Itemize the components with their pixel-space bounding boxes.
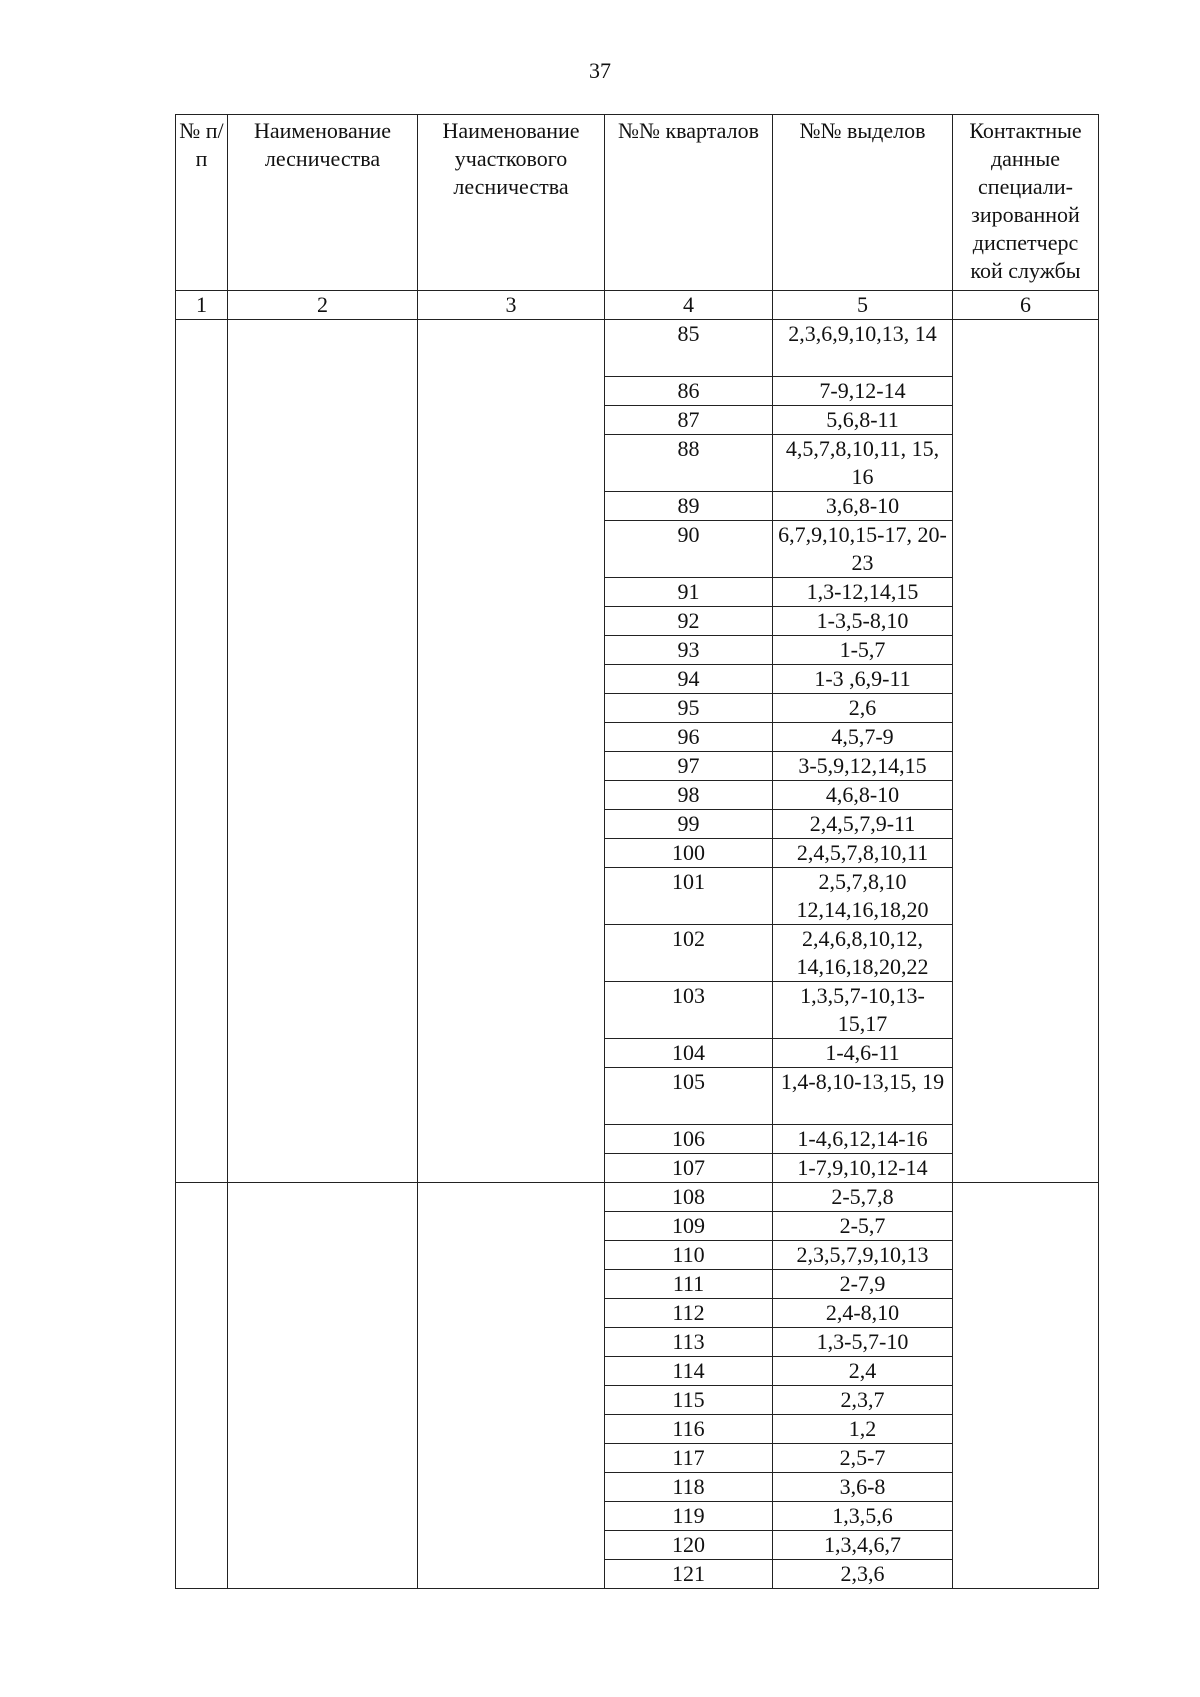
column-number: 1 <box>176 291 228 320</box>
column-numbers-row <box>176 291 1099 320</box>
cell-quarter: 102 <box>605 925 773 982</box>
cell-allotments: 1,4-8,10-13,15, 19 <box>773 1068 953 1125</box>
cell-quarter: 93 <box>605 636 773 665</box>
cell-forestry-name <box>228 320 418 1183</box>
cell-allotments: 1-4,6,12,14-16 <box>773 1125 953 1154</box>
header-contact-data: Контактные данные специали-зированной диспетчерс кой службы <box>953 115 1099 291</box>
header-allotments: №№ выделов <box>773 115 953 291</box>
cell-allotments: 1,3-12,14,15 <box>773 578 953 607</box>
cell-quarter: 95 <box>605 694 773 723</box>
cell-quarter: 96 <box>605 723 773 752</box>
cell-allotments: 2,4 <box>773 1357 953 1386</box>
cell-allotments: 1,3-5,7-10 <box>773 1328 953 1357</box>
cell-number <box>176 1183 228 1589</box>
cell-quarter: 120 <box>605 1531 773 1560</box>
column-number: 2 <box>228 291 418 320</box>
cell-allotments: 1,3,5,6 <box>773 1502 953 1531</box>
cell-quarter: 100 <box>605 839 773 868</box>
header-district-forestry-name: Наименование участкового лесничества <box>418 115 605 291</box>
column-number: 4 <box>605 291 773 320</box>
cell-quarter: 121 <box>605 1560 773 1589</box>
cell-allotments: 1-3 ,6,9-11 <box>773 665 953 694</box>
cell-quarter: 85 <box>605 320 773 377</box>
table-header-row <box>176 115 1099 291</box>
column-number: 6 <box>953 291 1099 320</box>
cell-quarter: 90 <box>605 521 773 578</box>
cell-contact-data <box>953 1183 1099 1589</box>
table-row <box>176 1183 1099 1212</box>
table-row <box>176 320 1099 377</box>
cell-allotments: 2,4,5,7,8,10,11 <box>773 839 953 868</box>
header-forestry-name: Наименование лесничества <box>228 115 418 291</box>
cell-allotments: 2,3,6 <box>773 1560 953 1589</box>
cell-allotments: 1-3,5-8,10 <box>773 607 953 636</box>
cell-quarter: 89 <box>605 492 773 521</box>
cell-allotments: 2,4,6,8,10,12, 14,16,18,20,22 <box>773 925 953 982</box>
cell-quarter: 114 <box>605 1357 773 1386</box>
cell-quarter: 99 <box>605 810 773 839</box>
cell-quarter: 101 <box>605 868 773 925</box>
header-number: № п/п <box>176 115 228 291</box>
cell-quarter: 92 <box>605 607 773 636</box>
header-quarters: №№ кварталов <box>605 115 773 291</box>
cell-quarter: 108 <box>605 1183 773 1212</box>
cell-number <box>176 320 228 1183</box>
cell-quarter: 112 <box>605 1299 773 1328</box>
forest-quarters-table <box>175 114 1099 1589</box>
cell-quarter: 86 <box>605 377 773 406</box>
cell-allotments: 4,5,7-9 <box>773 723 953 752</box>
cell-allotments: 7-9,12-14 <box>773 377 953 406</box>
cell-allotments: 1,3,4,6,7 <box>773 1531 953 1560</box>
cell-allotments: 2,3,5,7,9,10,13 <box>773 1241 953 1270</box>
cell-quarter: 105 <box>605 1068 773 1125</box>
cell-quarter: 87 <box>605 406 773 435</box>
cell-quarter: 118 <box>605 1473 773 1502</box>
cell-allotments: 2,6 <box>773 694 953 723</box>
cell-allotments: 6,7,9,10,15-17, 20-23 <box>773 521 953 578</box>
cell-allotments: 1-5,7 <box>773 636 953 665</box>
cell-allotments: 3-5,9,12,14,15 <box>773 752 953 781</box>
column-number: 5 <box>773 291 953 320</box>
cell-quarter: 98 <box>605 781 773 810</box>
cell-quarter: 97 <box>605 752 773 781</box>
cell-allotments: 2-5,7,8 <box>773 1183 953 1212</box>
cell-quarter: 110 <box>605 1241 773 1270</box>
table-body <box>176 320 1099 1589</box>
cell-quarter: 104 <box>605 1039 773 1068</box>
cell-allotments: 1,3,5,7-10,13- 15,17 <box>773 982 953 1039</box>
column-number: 3 <box>418 291 605 320</box>
cell-quarter: 113 <box>605 1328 773 1357</box>
cell-quarter: 106 <box>605 1125 773 1154</box>
cell-district-forestry-name <box>418 1183 605 1589</box>
cell-allotments: 2,3,7 <box>773 1386 953 1415</box>
cell-allotments: 2,3,6,9,10,13, 14 <box>773 320 953 377</box>
cell-allotments: 5,6,8-11 <box>773 406 953 435</box>
cell-allotments: 3,6-8 <box>773 1473 953 1502</box>
cell-contact-data <box>953 320 1099 1183</box>
cell-allotments: 2,4,5,7,9-11 <box>773 810 953 839</box>
cell-quarter: 117 <box>605 1444 773 1473</box>
cell-allotments: 2,5,7,8,10 12,14,16,18,20 <box>773 868 953 925</box>
cell-allotments: 3,6,8-10 <box>773 492 953 521</box>
cell-quarter: 94 <box>605 665 773 694</box>
cell-allotments: 2,4-8,10 <box>773 1299 953 1328</box>
cell-quarter: 111 <box>605 1270 773 1299</box>
page-number: 37 <box>589 58 611 83</box>
cell-forestry-name <box>228 1183 418 1589</box>
cell-quarter: 107 <box>605 1154 773 1183</box>
cell-quarter: 116 <box>605 1415 773 1444</box>
cell-allotments: 1,2 <box>773 1415 953 1444</box>
cell-quarter: 119 <box>605 1502 773 1531</box>
cell-quarter: 88 <box>605 435 773 492</box>
cell-allotments: 1-7,9,10,12-14 <box>773 1154 953 1183</box>
cell-quarter: 115 <box>605 1386 773 1415</box>
cell-allotments: 4,6,8-10 <box>773 781 953 810</box>
cell-allotments: 2,5-7 <box>773 1444 953 1473</box>
cell-quarter: 109 <box>605 1212 773 1241</box>
cell-district-forestry-name <box>418 320 605 1183</box>
cell-quarter: 103 <box>605 982 773 1039</box>
cell-allotments: 4,5,7,8,10,11, 15, 16 <box>773 435 953 492</box>
cell-allotments: 2-5,7 <box>773 1212 953 1241</box>
cell-allotments: 2-7,9 <box>773 1270 953 1299</box>
cell-quarter: 91 <box>605 578 773 607</box>
cell-allotments: 1-4,6-11 <box>773 1039 953 1068</box>
